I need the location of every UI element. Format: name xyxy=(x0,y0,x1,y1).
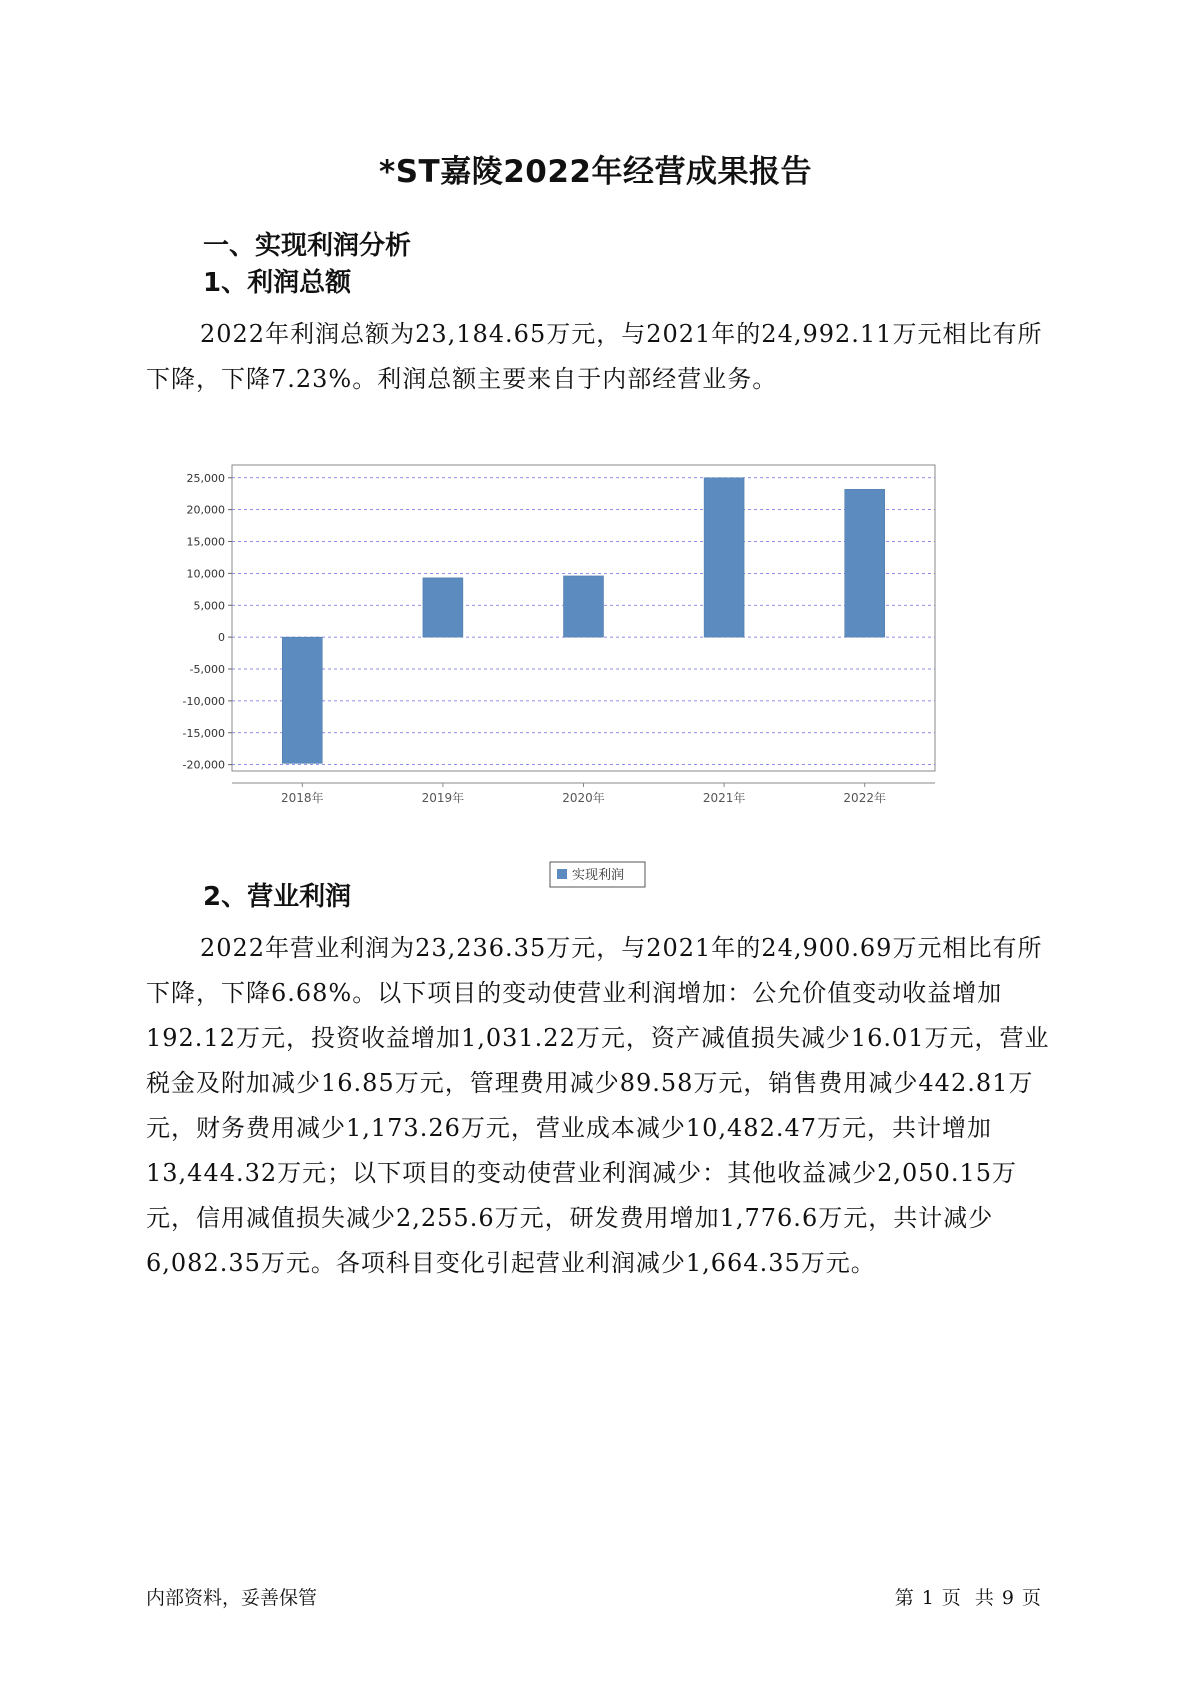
legend-swatch xyxy=(557,869,567,879)
bar-2019年 xyxy=(423,578,463,637)
x-tick-label: 2021年 xyxy=(702,791,746,805)
page-number: 1 xyxy=(921,1587,934,1609)
chart-legend xyxy=(550,862,645,887)
x-tick-label: 2018年 xyxy=(281,791,324,805)
y-tick-label: 10,000 xyxy=(186,567,225,581)
bar-2018年 xyxy=(282,637,322,763)
x-tick-label: 2019年 xyxy=(421,791,465,805)
y-tick-label: -20,000 xyxy=(182,758,225,772)
page-prefix: 第 xyxy=(894,1587,914,1609)
footer-page-info xyxy=(891,1583,1045,1610)
profit-bar-chart xyxy=(160,455,1020,905)
bar-2021年 xyxy=(704,478,744,637)
y-tick-label: 5,000 xyxy=(193,599,225,613)
y-tick-label: 20,000 xyxy=(186,503,225,517)
page-unit: 页 xyxy=(941,1587,961,1609)
x-tick-label: 2022年 xyxy=(843,791,886,805)
y-tick-label: 0 xyxy=(218,631,225,645)
paragraph-profit-total: 2022年利润总额为23,184.65万元，与2021年的24,992.11万元相比有所下降，下降7.23%。利润总额主要来自于内部经营业务。 xyxy=(146,320,1043,393)
total-unit: 页 xyxy=(1021,1587,1041,1609)
subsection-heading-operating-profit: 2、营业利润 xyxy=(203,882,352,912)
subsection-heading-profit-total: 1、利润总额 xyxy=(203,268,352,298)
bar-2020年 xyxy=(564,576,604,637)
profit-chart xyxy=(160,455,1020,905)
footer-confidential-note: 内部资料，妥善保管 xyxy=(146,1587,318,1609)
y-tick-label: -5,000 xyxy=(189,663,225,676)
legend-label: 实现利润 xyxy=(572,868,625,883)
section-heading: 一、实现利润分析 xyxy=(203,231,412,261)
y-tick-label: -10,000 xyxy=(182,694,225,708)
total-pages: 9 xyxy=(1001,1587,1014,1609)
page-title: *ST嘉陵2022年经营成果报告 xyxy=(379,154,812,190)
y-tick-label: 15,000 xyxy=(186,535,225,549)
x-tick-label: 2020年 xyxy=(562,791,605,805)
bar-2022年 xyxy=(845,489,885,637)
y-tick-label: 25,000 xyxy=(186,471,225,485)
total-prefix: 共 xyxy=(974,1587,994,1609)
paragraph-operating-profit: 2022年营业利润为23,236.35万元，与2021年的24,900.69万元相比有所下降，下降6.68%。以下项目的变动使营业利润增加：公允价值变动收益增加192.12万元，投资收益增加1,031.22万元，资产减值损失减少16.01万元，营业税金及附加减少16.85万元，管理费用减少89.58万元，销售费用减少442.81万元，财务费用减少1,173.26万元，营业成本减少10,482.47万元，共计增加13,444.32万元；以下项目的变动使营业利润减少：其他收益减少2,050.15万元，信用减值损失减少2,255.6万元，研发费用增加1,776.6万元，共计减少6,082.35万元。各项科目变化引起营业利润减少1,664.35万元。 xyxy=(146,934,1050,1277)
y-tick-label: -15,000 xyxy=(182,726,225,740)
